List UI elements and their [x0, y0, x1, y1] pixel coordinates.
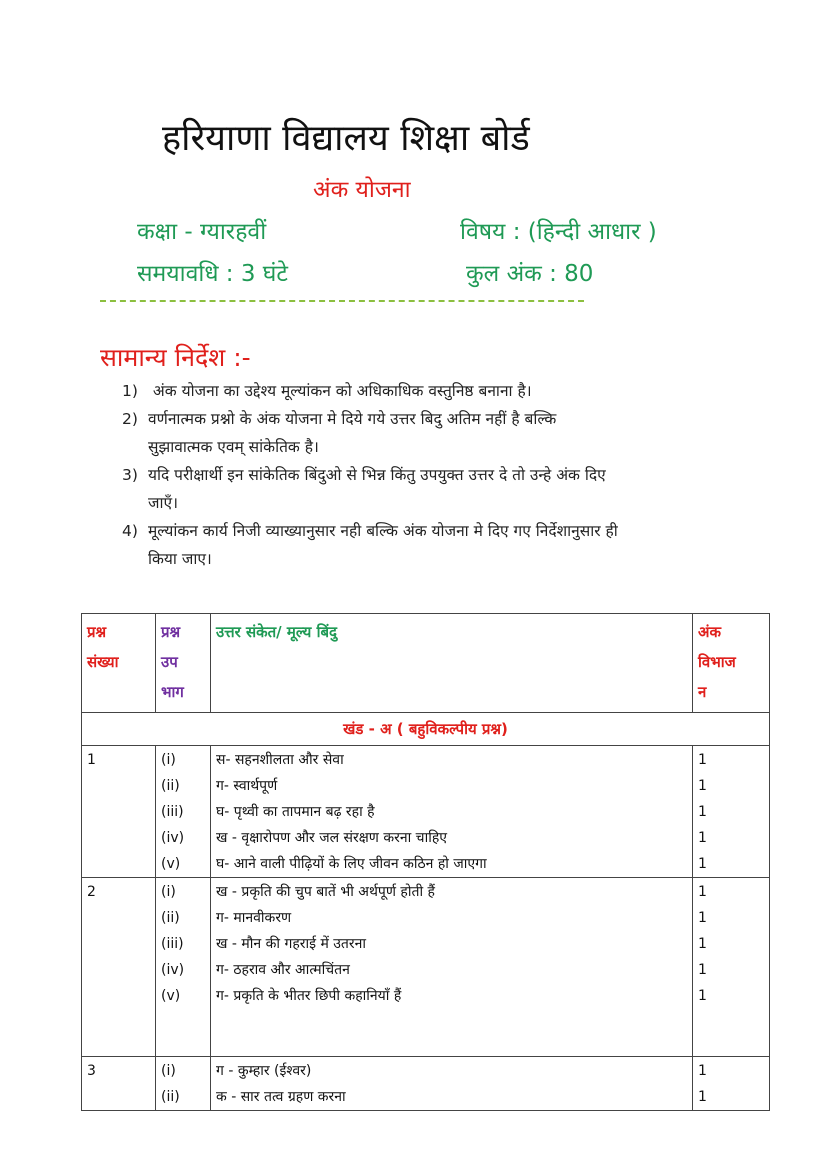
sub-parts [156, 1057, 211, 1111]
instruction-item [122, 461, 762, 517]
instruction-item [122, 377, 762, 405]
divider [100, 300, 584, 302]
question-number: 3 [82, 1057, 156, 1111]
instruction-item [122, 517, 762, 573]
instruction-text-cont: सुझावात्मक एवम् सांकेतिक है। [148, 438, 319, 456]
sub-part: (iii) [161, 936, 184, 952]
answer: ग- प्रकृति के भीतर छिपी कहानियाँ हैं [216, 988, 402, 1004]
mark: 1 [698, 856, 707, 872]
sub-part: (iv) [161, 830, 185, 846]
class-label: कक्षा - ग्यारहवीं [137, 219, 267, 245]
instruction-text: वर्णनात्मक प्रश्नो के अंक योजना मे दिये गये उत्तर बिदु अतिम नहीं है बल्कि [148, 410, 557, 428]
sub-parts [156, 878, 211, 1057]
table-row [82, 1057, 770, 1111]
mark: 1 [698, 988, 707, 1004]
question-number: 1 [82, 746, 156, 878]
board-title: हरियाणा विद्यालय शिक्षा बोर्ड [162, 118, 530, 159]
sub-part: (iv) [161, 962, 185, 978]
answer: स- सहनशीलता और सेवा [216, 752, 344, 768]
subject-label: विषय : (हिन्दी आधार ) [460, 219, 657, 245]
mark: 1 [698, 910, 707, 926]
mark: 1 [698, 804, 707, 820]
sub-part: (i) [161, 884, 176, 900]
sub-part: (v) [161, 988, 181, 1004]
marking-scheme-title: अंक योजना [313, 177, 411, 203]
instruction-number: 2) [122, 410, 138, 428]
mark: 1 [698, 962, 707, 978]
answer: ग- ठहराव और आत्मचिंतन [216, 962, 350, 978]
section-heading: खंड - अ ( बहुविकल्पीय प्रश्न) [82, 713, 770, 746]
instruction-number: 3) [122, 466, 138, 484]
total-marks-label: कुल अंक : 80 [466, 261, 594, 287]
sub-part: (i) [161, 1063, 176, 1079]
marks [693, 746, 770, 878]
instruction-number: 1) [122, 382, 138, 400]
mark: 1 [698, 1089, 707, 1105]
sub-part: (ii) [161, 910, 180, 926]
mark: 1 [698, 1063, 707, 1079]
mark: 1 [698, 936, 707, 952]
answer: ख - वृक्षारोपण और जल संरक्षण करना चाहिए [216, 830, 447, 846]
instruction-text: मूल्यांकन कार्य निजी व्याख्यानुसार नही बल्कि अंक योजना मे दिए गए निर्देशानुसार ही [148, 522, 618, 540]
answer: घ- पृथ्वी का तापमान बढ़ रहा है [216, 804, 375, 820]
mark: 1 [698, 830, 707, 846]
answer: घ- आने वाली पीढ़ियों के लिए जीवन कठिन हो जाएगा [216, 856, 487, 872]
answer: ख - मौन की गहराई में उतरना [216, 936, 367, 952]
instruction-item [122, 405, 762, 461]
mark: 1 [698, 752, 707, 768]
sub-part: (ii) [161, 778, 180, 794]
sub-part: (iii) [161, 804, 184, 820]
sub-parts [156, 746, 211, 878]
instruction-text-cont: किया जाए। [148, 550, 212, 568]
marking-table [81, 613, 770, 1111]
answer: ख - प्रकृति की चुप बातें भी अर्थपूर्ण होती हैं [216, 884, 435, 900]
marks [693, 878, 770, 1057]
answers [211, 878, 693, 1057]
answer: ग- मानवीकरण [216, 910, 292, 926]
marks [693, 1057, 770, 1111]
instruction-text-cont: जाएँ। [148, 494, 178, 512]
sub-part: (i) [161, 752, 176, 768]
instruction-number: 4) [122, 522, 138, 540]
answer: ग- स्वार्थपूर्ण [216, 778, 278, 794]
mark: 1 [698, 884, 707, 900]
answer: क - सार तत्व ग्रहण करना [216, 1089, 346, 1105]
duration-label: समयावधि : 3 घंटे [137, 261, 288, 287]
sub-part: (ii) [161, 1089, 180, 1105]
answer: ग - कुम्हार (ईश्वर) [216, 1063, 312, 1079]
table-row [82, 746, 770, 878]
instruction-text: यदि परीक्षार्थी इन सांकेतिक बिंदुओ से भिन्न किंतु उपयुक्त उत्तर दे तो उन्हे अंक दिए [148, 466, 606, 484]
header-marks: अंक विभाज न [693, 614, 770, 713]
mark: 1 [698, 778, 707, 794]
question-number: 2 [82, 878, 156, 1057]
header-sub-part: प्रश्न उप भाग [156, 614, 211, 713]
header-answer: उत्तर संकेत/ मूल्य बिंदु [211, 614, 693, 713]
instruction-text: अंक योजना का उद्देश्य मूल्यांकन को अधिकाधिक वस्तुनिष्ठ बनाना है। [148, 382, 532, 400]
instructions-heading: सामान्य निर्देश :- [100, 343, 251, 372]
answers [211, 1057, 693, 1111]
sub-part: (v) [161, 856, 181, 872]
header-question-number: प्रश्न संख्या [82, 614, 156, 713]
table-row [82, 878, 770, 1057]
answers [211, 746, 693, 878]
